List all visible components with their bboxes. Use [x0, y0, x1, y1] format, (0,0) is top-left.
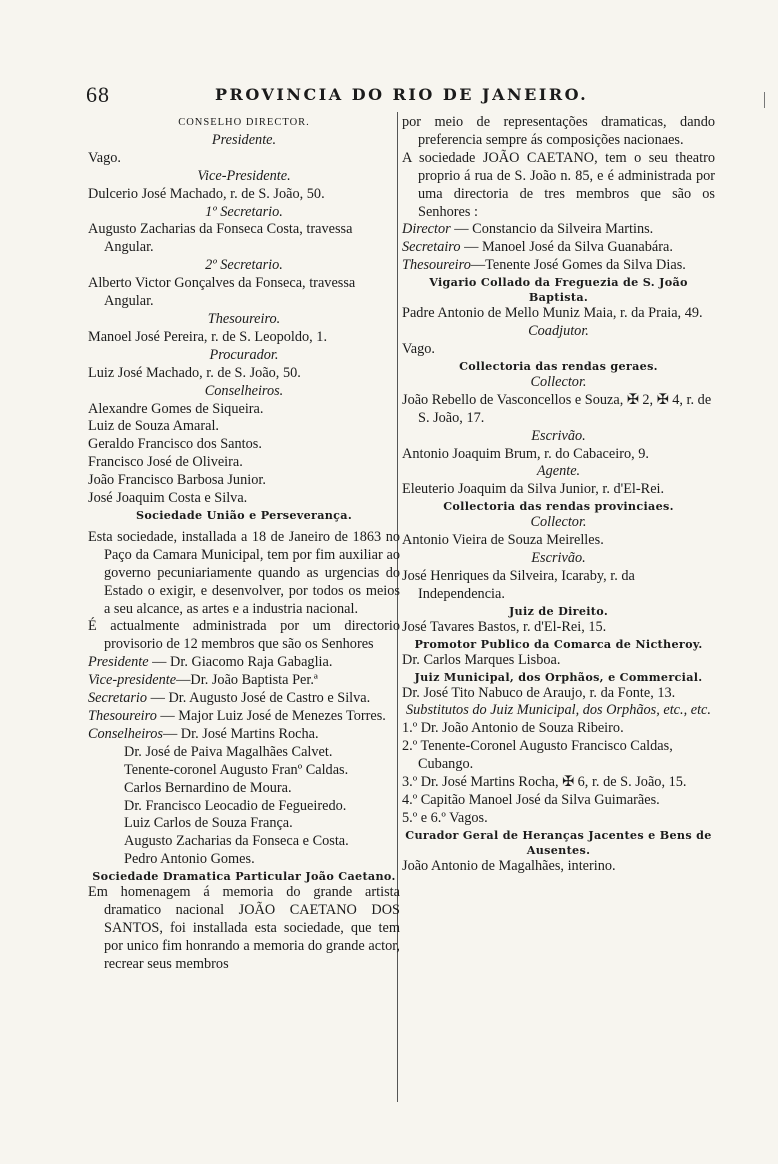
- entry-line: João Antonio de Magalhães, interino.: [402, 857, 616, 874]
- role-heading: Vice-Presidente.: [197, 167, 291, 184]
- entry-line: Carlos Bernardino de Moura.: [124, 779, 292, 796]
- role-heading: Procurador.: [209, 346, 279, 363]
- role-label: Conselheiros: [88, 725, 163, 742]
- role-heading: Collector.: [530, 514, 587, 531]
- entry-line: Alexandre Gomes de Siqueira.: [88, 400, 264, 417]
- section-heading: Augusto Zacharias da Fonseca Costa, travessa Angular.: [88, 221, 353, 256]
- role-heading: 1º Secretario.: [205, 203, 283, 220]
- section-heading: Collectoria das rendas geraes.: [459, 358, 658, 373]
- section-heading: A sociedade JOÃO CAETANO, tem o seu theatro proprio á rua de S. João n. 85, e é administrada por uma directoria de tres membros que são os Senhores :: [402, 149, 715, 220]
- section-heading: Secretario — Dr. Augusto José de Castro e Silva.: [88, 690, 371, 707]
- entry-line: Manoel José Pereira, r. de S. Leopoldo, 1.: [88, 328, 328, 345]
- section-heading: José Henriques da Silveira, Icaraby, r. da Independencia.: [402, 567, 635, 602]
- role-heading: Escrivão.: [531, 550, 586, 567]
- entry-line: Tenente-coronel Augusto Franº Caldas.: [124, 761, 349, 778]
- section-heading: 1.º Dr. João Antonio de Souza Ribeiro.: [402, 720, 624, 737]
- role-heading: Presidente.: [211, 131, 277, 148]
- section-heading: Collectoria das rendas provinciaes.: [443, 499, 674, 514]
- entry-line: Antonio Joaquim Brum, r. do Cabaceiro, 9.: [402, 445, 649, 462]
- entry-line: José Joaquim Costa e Silva.: [88, 490, 248, 507]
- entry-line: Augusto Zacharias da Fonseca e Costa.: [124, 833, 349, 850]
- role-heading: Substitutos do Juiz Municipal, dos Orphãos, etc., etc.: [406, 702, 711, 719]
- section-heading: 4.º Capitão Manoel José da Silva Guimarães.: [402, 792, 660, 808]
- section-heading: Juiz Municipal, dos Orphãos, e Commercial.: [414, 669, 703, 684]
- entry-line: Pedro Antonio Gomes.: [124, 851, 255, 868]
- section-heading: Sociedade Dramatica Particular João Caetano.: [92, 869, 396, 884]
- entry-line: por meio de representações dramaticas, dando preferencia sempre ás composições nacionaes.: [402, 114, 715, 148]
- right-column: [402, 114, 715, 876]
- section-heading: Alberto Victor Gonçalves da Fonseca, travessa Angular.: [88, 275, 356, 310]
- section-heading: Conselheiros— Dr. José Martins Rocha.: [88, 725, 319, 742]
- entry-line: Luiz José Machado, r. de S. João, 50.: [88, 364, 301, 381]
- section-heading: Padre Antonio de Mello Muniz Maia, r. da Praia, 49.: [402, 305, 703, 322]
- role-label: Secretario: [88, 690, 148, 707]
- section-heading: Presidente — Dr. Giacomo Raja Gabaglia.: [88, 654, 333, 671]
- section-heading: Eleuterio Joaquim da Silva Junior, r. d'El-Rei.: [402, 481, 665, 498]
- section-heading: Dr. José Tito Nabuco de Araujo, r. da Fonte, 13.: [402, 684, 676, 701]
- entry-line: João Francisco Barbosa Junior.: [88, 472, 266, 489]
- entry-line: Antonio Vieira de Souza Meirelles.: [402, 532, 604, 549]
- section-heading: Vice-presidente—Dr. João Baptista Per.ª: [88, 672, 318, 689]
- entry-line: Dulcerio José Machado, r. de S. João, 50.: [88, 185, 325, 202]
- section-heading: Sociedade União e Perseverança.: [135, 507, 353, 522]
- page-number: 68: [86, 82, 110, 107]
- entry-line: José Tavares Bastos, r. d'El-Rei, 15.: [402, 618, 607, 635]
- entry-line: 5.º e 6.º Vagos.: [402, 809, 488, 826]
- entry-line: Vago.: [88, 149, 121, 166]
- section-heading: Thesoureiro — Major Luiz José de Menezes Torres.: [88, 708, 386, 724]
- section-heading: Promotor Publico da Comarca de Nictheroy.: [414, 636, 703, 651]
- entry-line: Dr. José de Paiva Magalhães Calvet.: [124, 743, 333, 760]
- role-label: Secretairo: [402, 239, 461, 256]
- role-heading: Escrivão.: [531, 427, 586, 444]
- section-heading: É actualmente administrada por um directorio provisorio de 12 membros que são os Senhores: [88, 618, 400, 653]
- role-heading: Agente.: [536, 463, 581, 480]
- entry-line: Francisco José de Oliveira.: [88, 454, 243, 471]
- entry-line: Vago.: [402, 340, 435, 357]
- section-heading: João Rebello de Vasconcellos e Souza, ✠ 2, ✠ 4, r. de S. João, 17.: [402, 391, 712, 426]
- left-column: [88, 114, 400, 974]
- entry-line: Dr. Francisco Leocadio de Fegueiredo.: [124, 797, 347, 814]
- entry-line: Luiz Carlos de Souza França.: [124, 815, 293, 832]
- section-heading: 3.º Dr. José Martins Rocha, ✠ 6, r. de S. João, 15.: [402, 774, 687, 791]
- running-head: PROVINCIA DO RIO DE JANEIRO.: [215, 85, 589, 104]
- role-heading: 2º Secretario.: [205, 257, 283, 274]
- entry-line: CONSELHO DIRECTOR.: [178, 117, 310, 128]
- section-heading: Secretairo — Manoel José da Silva Guanabára.: [402, 239, 673, 256]
- role-heading: Conselheiros.: [204, 382, 284, 399]
- entry-line: Dr. Carlos Marques Lisboa.: [402, 651, 561, 668]
- role-label: Thesoureiro: [402, 257, 471, 274]
- section-heading: Esta sociedade, installada a 18 de Janeiro de 1863 no Paço da Camara Municipal, tem por fim auxiliar ao governo pecuniariamente quando as urgencias do Estado o exigir, e desenvolver, por todos os meios a seu alcance, as artes e a industria nacional.: [88, 528, 400, 617]
- role-label: Vice-presidente: [88, 672, 177, 689]
- role-heading: Collector.: [530, 373, 587, 390]
- section-heading: Thesoureiro—Tenente José Gomes da Silva Dias.: [402, 257, 686, 274]
- section-heading: Vigario Collado da Freguezia de S. João Baptista.: [429, 275, 688, 305]
- role-heading: Coadjutor.: [528, 323, 589, 340]
- section-heading: Juiz de Direito.: [508, 603, 609, 618]
- section-heading: 2.º Tenente-Coronel Augusto Francisco Caldas, Cubango.: [402, 738, 673, 773]
- margin-mark: [764, 92, 765, 108]
- section-heading: Em homenagem á memoria do grande artista dramatico nacional JOÃO CAETANO DOS SANTOS, foi installada esta sociedade, que tem por unico fim honrando a memoria do grande actor, recrear seus membros: [88, 884, 400, 972]
- role-label: Director: [402, 221, 451, 238]
- section-heading: Curador Geral de Heranças Jacentes e Bens de Ausentes.: [405, 827, 712, 857]
- section-heading: Director — Constancio da Silveira Martins.: [402, 221, 654, 238]
- entry-line: Geraldo Francisco dos Santos.: [88, 436, 262, 453]
- role-label: Thesoureiro: [88, 708, 157, 724]
- entry-line: Luiz de Souza Amaral.: [88, 418, 220, 435]
- role-heading: Thesoureiro.: [207, 310, 281, 327]
- role-label: Presidente: [88, 654, 149, 671]
